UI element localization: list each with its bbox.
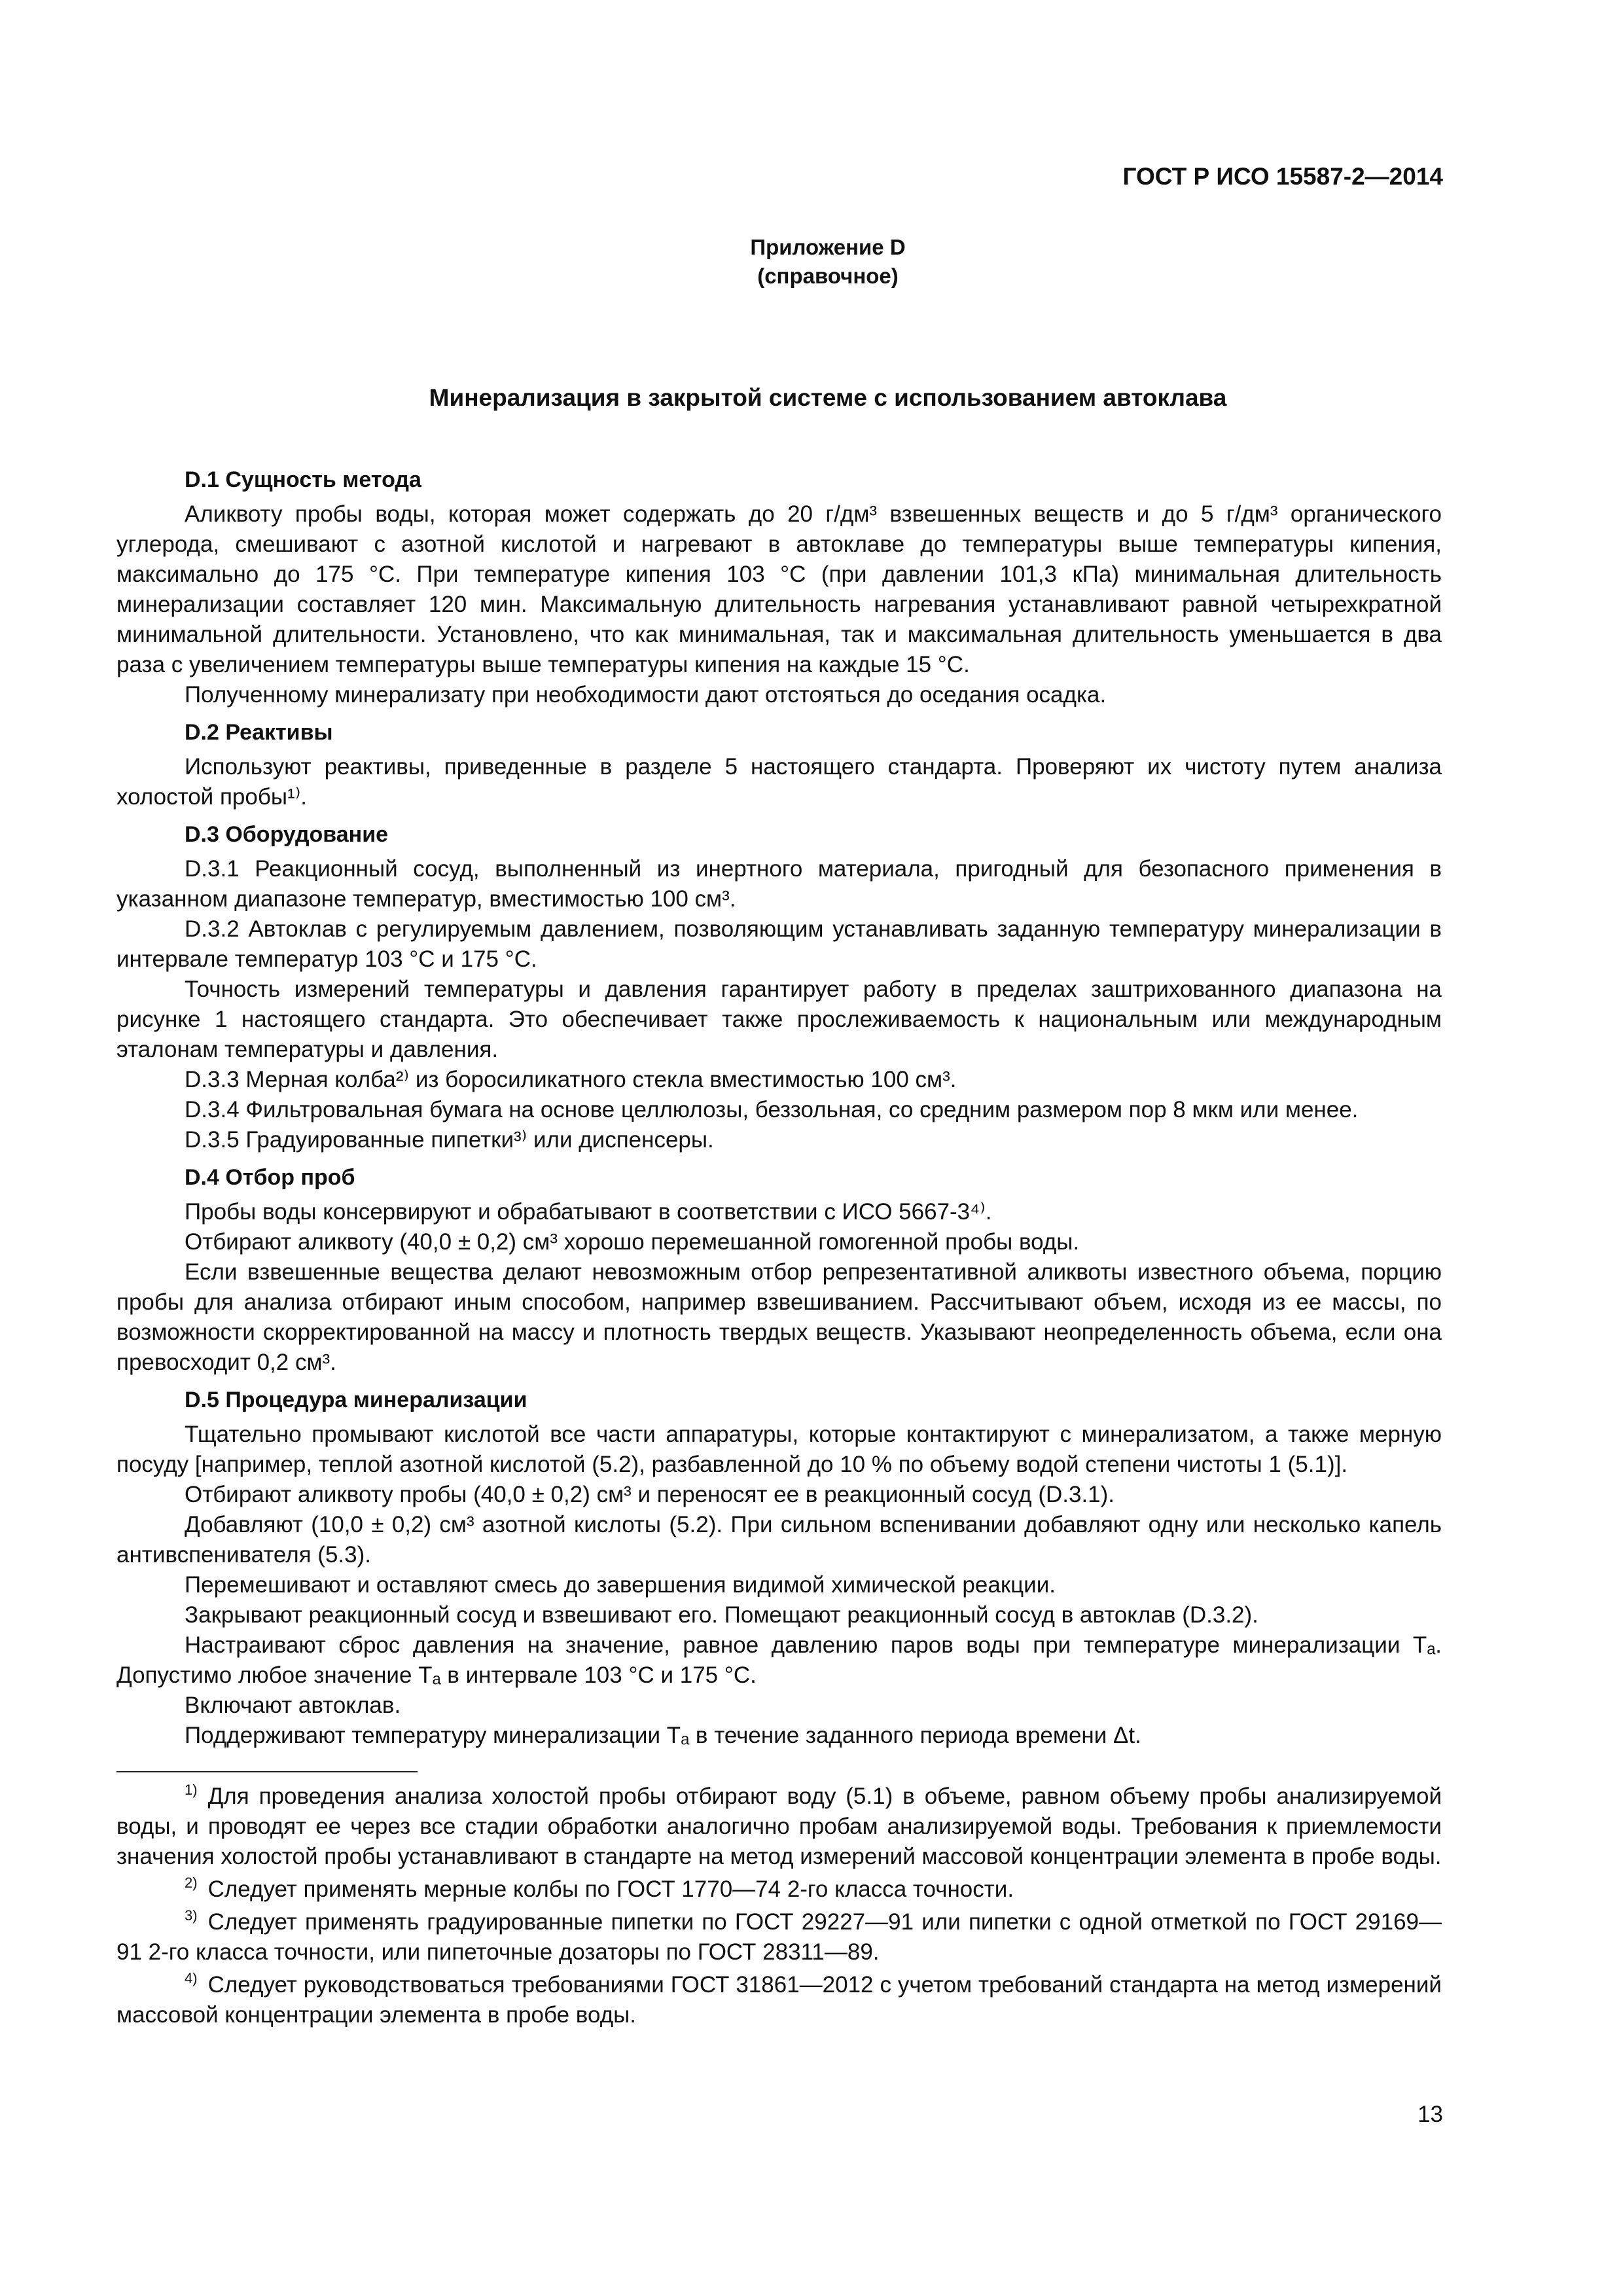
section-heading-d5: D.5 Процедура минерализации xyxy=(185,1388,527,1412)
section-heading-d3: D.3 Оборудование xyxy=(185,822,389,847)
page-title: Минерализация в закрытой системе с использованием автоклава xyxy=(429,384,1227,411)
footnote-text: Для проведения анализа холостой пробы отбирают воду (5.1) в объеме, равном объему пробы анализируемой воды, и проводят ее через все стадии обработки аналогично пробам анализируемой воды. Требования к приемлемости значения холостой пробы устанавливают в стандарте на метод измерений массовой концентрации элемента в пробе воды. xyxy=(116,1784,1442,1869)
footnote-mark: 3) xyxy=(185,1907,198,1924)
paragraph: Аликвоту пробы воды, которая может содержать до 20 г/дм³ взвешенных веществ и до 5 г/дм³ органического углерода, смешивают с азотной кислотой и нагревают в автоклаве до температуры выше температуры кипения, максимально до 175 °С. При температуре кипения 103 °С (при давлении 101,3 кПа) минимальная длительность минерализации составляет 120 мин. Максимальную длительность нагревания устанавливают равной четырехкратной минимальной длительности. Установлено, что как минимальная, так и максимальная длительность уменьшается в два раза с увеличением температуры выше температуры кипения на каждые 15 °С. xyxy=(116,501,1442,677)
paragraph: D.3.1 Реакционный сосуд, выполненный из инертного материала, пригодный для безопасного применения в указанном диапазоне температур, вместимостью 100 см³. xyxy=(116,856,1442,912)
footnote xyxy=(116,1970,1442,2030)
appendix-type: (справочное) xyxy=(757,264,899,288)
paragraph: Закрывают реакционный сосуд и взвешивают его. Помещают реакционный сосуд в автоклав (D.3.2). xyxy=(185,1602,1258,1628)
appendix-heading xyxy=(0,233,1623,291)
paragraph: D.3.5 Градуированные пипетки³⁾ или диспенсеры. xyxy=(185,1127,714,1153)
paragraph: Используют реактивы, приведенные в разделе 5 настоящего стандарта. Проверяют их чистоту путем анализа холостой пробы¹⁾. xyxy=(116,754,1442,810)
paragraph: Если взвешенные вещества делают невозможным отбор репрезентативной аликвоты известного объема, порцию пробы для анализа отбирают иным способом, например взвешиванием. Рассчитывают объем, исходя из ее массы, по возможности скорректированной на массу и плотность твердых веществ. Указывают неопределенность объема, если она превосходит 0,2 см³. xyxy=(116,1259,1442,1375)
paragraph: Тщательно промывают кислотой все части аппаратуры, которые контактируют с минерализатом, а также мерную посуду [например, теплой азотной кислотой (5.2), разбавленной до 10 % по объему водой степени чистоты 1 (5.1)]. xyxy=(116,1422,1442,1477)
paragraph: Включают автоклав. xyxy=(185,1693,401,1718)
footnote-text: Следует руководствоваться требованиями ГОСТ 31861—2012 с учетом требований стандарта на метод измерений массовой концентрации элемента в пробе воды. xyxy=(116,1972,1442,2028)
paragraph: Пробы воды консервируют и обрабатывают в соответствии с ИСО 5667-3⁴⁾. xyxy=(185,1199,992,1225)
appendix-label: Приложение D xyxy=(750,235,906,259)
footnote-divider xyxy=(116,1771,418,1772)
paragraph: Отбирают аликвоту (40,0 ± 0,2) см³ хорошо перемешанной гомогенной пробы воды. xyxy=(185,1229,1080,1255)
page-number: 13 xyxy=(1418,2102,1443,2127)
section-heading-d2: D.2 Реактивы xyxy=(185,720,333,745)
paragraph: D.3.4 Фильтровальная бумага на основе целлюлозы, беззольная, со средним размером пор 8 мкм или менее. xyxy=(185,1097,1359,1122)
paragraph: Точность измерений температуры и давления гарантирует работу в пределах заштрихованного диапазона на рисунке 1 настоящего стандарта. Это обеспечивает также прослеживаемость к национальным или международным эталонам температуры и давления. xyxy=(116,977,1442,1062)
paragraph: Поддерживают температуру минерализации Tₐ в течение заданного периода времени Δt. xyxy=(185,1723,1141,1748)
paragraph: D.3.2 Автоклав с регулируемым давлением, позволяющим устанавливать заданную температуру минерализации в интервале температур 103 °С и 175 °С. xyxy=(116,916,1442,972)
footnote-text: Следует применять мерные колбы по ГОСТ 1770—74 2-го класса точности. xyxy=(207,1876,1014,1902)
paragraph: Полученному минерализату при необходимости дают отстояться до оседания осадка. xyxy=(185,682,1107,708)
section-heading-d4: D.4 Отбор проб xyxy=(185,1165,355,1190)
footnote-mark: 4) xyxy=(185,1970,198,1986)
footnote xyxy=(116,1782,1442,1872)
paragraph: Добавляют (10,0 ± 0,2) см³ азотной кислоты (5.2). При сильном вспенивании добавляют одну или несколько капель антивспенивателя (5.3). xyxy=(116,1512,1442,1568)
paragraph: Отбирают аликвоту пробы (40,0 ± 0,2) см³ и переносят ее в реакционный сосуд (D.3.1). xyxy=(185,1482,1115,1507)
paragraph: D.3.3 Мерная колба²⁾ из боросиликатного стекла вместимостью 100 см³. xyxy=(185,1067,957,1092)
document-code: ГОСТ Р ИСО 15587-2—2014 xyxy=(1122,163,1443,190)
paragraph: Настраивают сброс давления на значение, равное давлению паров воды при температуре минерализации Tₐ. Допустимо любое значение Tₐ в интервале 103 °С и 175 °С. xyxy=(116,1632,1442,1688)
document-body xyxy=(116,461,1442,1751)
footnote xyxy=(116,1907,1442,1967)
paragraph: Перемешивают и оставляют смесь до завершения видимой химической реакции. xyxy=(185,1572,1056,1598)
footnote-text: Следует применять градуированные пипетки по ГОСТ 29227—91 или пипетки с одной отметкой по ГОСТ 29169—91 2-го класса точности, или пипеточные дозаторы по ГОСТ 28311—89. xyxy=(116,1909,1442,1965)
section-heading-d1: D.1 Сущность метода xyxy=(185,467,421,492)
footnote-mark: 1) xyxy=(185,1782,198,1798)
footnote xyxy=(116,1874,1442,1905)
footnotes xyxy=(116,1782,1442,2033)
footnote-mark: 2) xyxy=(185,1874,198,1891)
